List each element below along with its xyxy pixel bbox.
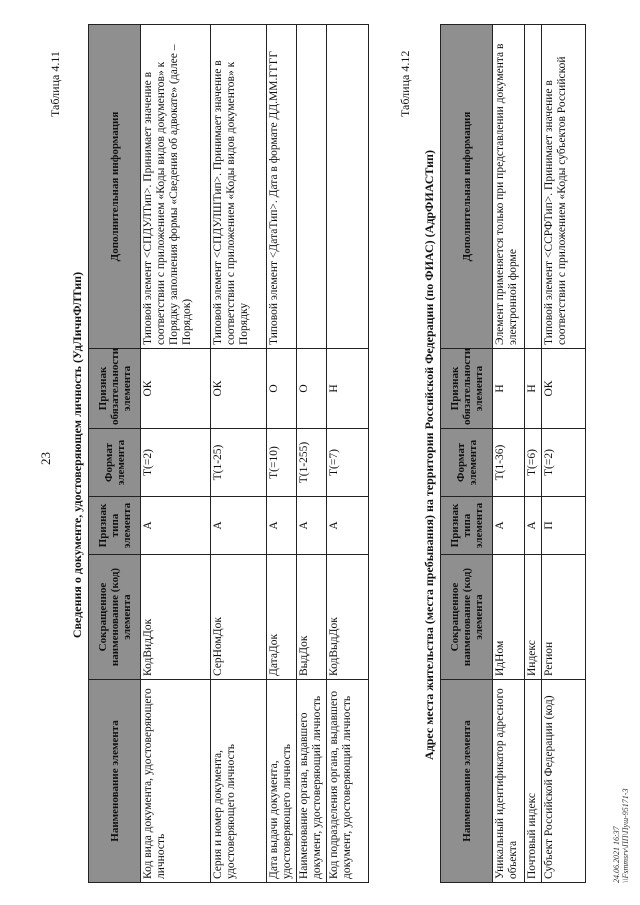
element-required: ОК	[141, 349, 211, 429]
table-header-row	[89, 25, 141, 883]
element-code: ДатаДок	[267, 555, 297, 680]
data-table	[88, 24, 369, 883]
element-code: КодВидДок	[141, 555, 211, 680]
element-info: Типовой элемент <ССРФТип>. Принимает значение в соответствии с приложением «Коды субъектов Российской	[542, 25, 586, 349]
element-type: А	[297, 497, 327, 555]
element-format: T(1-36)	[493, 429, 525, 497]
column-header: Сокращенное наименование (код) элемента	[89, 555, 141, 680]
table-row	[297, 25, 327, 883]
column-header: Наименование элемента	[441, 680, 493, 883]
print-stamp	[612, 789, 630, 883]
element-code: КодВыдДок	[327, 555, 369, 680]
column-header: Дополнительная информация	[89, 25, 141, 349]
column-header: Признак типа элемента	[441, 497, 493, 555]
table-header-row	[441, 25, 493, 883]
element-code: Регион	[542, 555, 586, 680]
element-required: ОК	[211, 349, 267, 429]
element-code: Индекс	[525, 555, 542, 680]
table-title: Адрес места жительства (места пребывания) на территории Российской Федерации (по ФИАС) (АдрФИАСТип)	[422, 150, 436, 760]
column-header: Наименование элемента	[89, 680, 141, 883]
column-header: Формат элемента	[441, 429, 493, 497]
table-row	[211, 25, 267, 883]
table-row	[525, 25, 542, 883]
element-format: T(=2)	[141, 429, 211, 497]
element-name: Уникальный идентификатор адресного объекта	[493, 680, 525, 883]
element-info	[525, 25, 542, 349]
element-type: А	[493, 497, 525, 555]
element-required: О	[267, 349, 297, 429]
table-row	[327, 25, 369, 883]
file-path: \\Fsmmsrv\ПП\Пуш-95171-3	[621, 788, 630, 883]
column-header: Признак типа элемента	[89, 497, 141, 555]
element-required: Н	[525, 349, 542, 429]
element-name: Код вида документа, удостоверяющего личность	[141, 680, 211, 883]
element-type: А	[211, 497, 267, 555]
column-header: Формат элемента	[89, 429, 141, 497]
element-required: Н	[327, 349, 369, 429]
element-info: Типовой элемент <СПДУЛШТип>. Принимает значение в соответствии с приложением «Коды видов документов» к Порядку	[211, 25, 267, 349]
element-info: Типовой элемент <ДатаТип>. Дата в формате ДД.ММ.ГГГГ	[267, 25, 297, 349]
element-name: Почтовый индекс	[525, 680, 542, 883]
table-caption: Таблица 4.12	[398, 50, 412, 117]
element-info: Элемент применяется только при представлении документа в электронной форме	[493, 25, 525, 349]
column-header: Дополнительная информация	[441, 25, 493, 349]
element-type: А	[141, 497, 211, 555]
element-name: Наименование органа, выдавшего документ, удостоверяющий личность	[297, 680, 327, 883]
table-row	[493, 25, 525, 883]
element-format: T(=10)	[267, 429, 297, 497]
table-caption: Таблица 4.11	[48, 51, 62, 117]
element-required: О	[297, 349, 327, 429]
table-row	[542, 25, 586, 883]
element-type: А	[525, 497, 542, 555]
column-header: Сокращенное наименование (код) элемента	[441, 555, 493, 680]
element-type: А	[267, 497, 297, 555]
page-number: 23	[38, 452, 53, 465]
element-format: T(1-25)	[211, 429, 267, 497]
element-name: Серия и номер документа, удостоверяющего личность	[211, 680, 267, 883]
element-info	[297, 25, 327, 349]
element-format: T(=2)	[542, 429, 586, 497]
table-title: Сведения о документе, удостоверяющем личность (УдЛичнФЛТип)	[70, 271, 84, 639]
element-format: T(=6)	[525, 429, 542, 497]
element-name: Код подразделения органа, выдавшего документ, удостоверяющий личность	[327, 680, 369, 883]
column-header: Признак обязательности элемента	[441, 349, 493, 429]
element-code: ИдНом	[493, 555, 525, 680]
element-info	[327, 25, 369, 349]
element-format: T(1-255)	[297, 429, 327, 497]
element-code: СерНомДок	[211, 555, 267, 680]
element-required: Н	[493, 349, 525, 429]
element-format: T(=7)	[327, 429, 369, 497]
element-code: ВыдДок	[297, 555, 327, 680]
element-type: П	[542, 497, 586, 555]
data-table	[440, 24, 586, 883]
column-header: Признак обязательности элемента	[89, 349, 141, 429]
print-timestamp: 24.06.2021 16:37	[612, 826, 621, 883]
element-type: А	[327, 497, 369, 555]
table-row	[141, 25, 211, 883]
table-row	[267, 25, 297, 883]
element-required: ОК	[542, 349, 586, 429]
element-name: Дата выдачи документа, удостоверяющего личность	[267, 680, 297, 883]
element-info: Типовой элемент <СПДУЛТип>. Принимает значение в соответствии с приложением «Коды видов документов» к Порядку заполнения формы «Сведения об адвокате» (далее – Порядок)	[141, 25, 211, 349]
element-name: Субъект Российской Федерации (код)	[542, 680, 586, 883]
